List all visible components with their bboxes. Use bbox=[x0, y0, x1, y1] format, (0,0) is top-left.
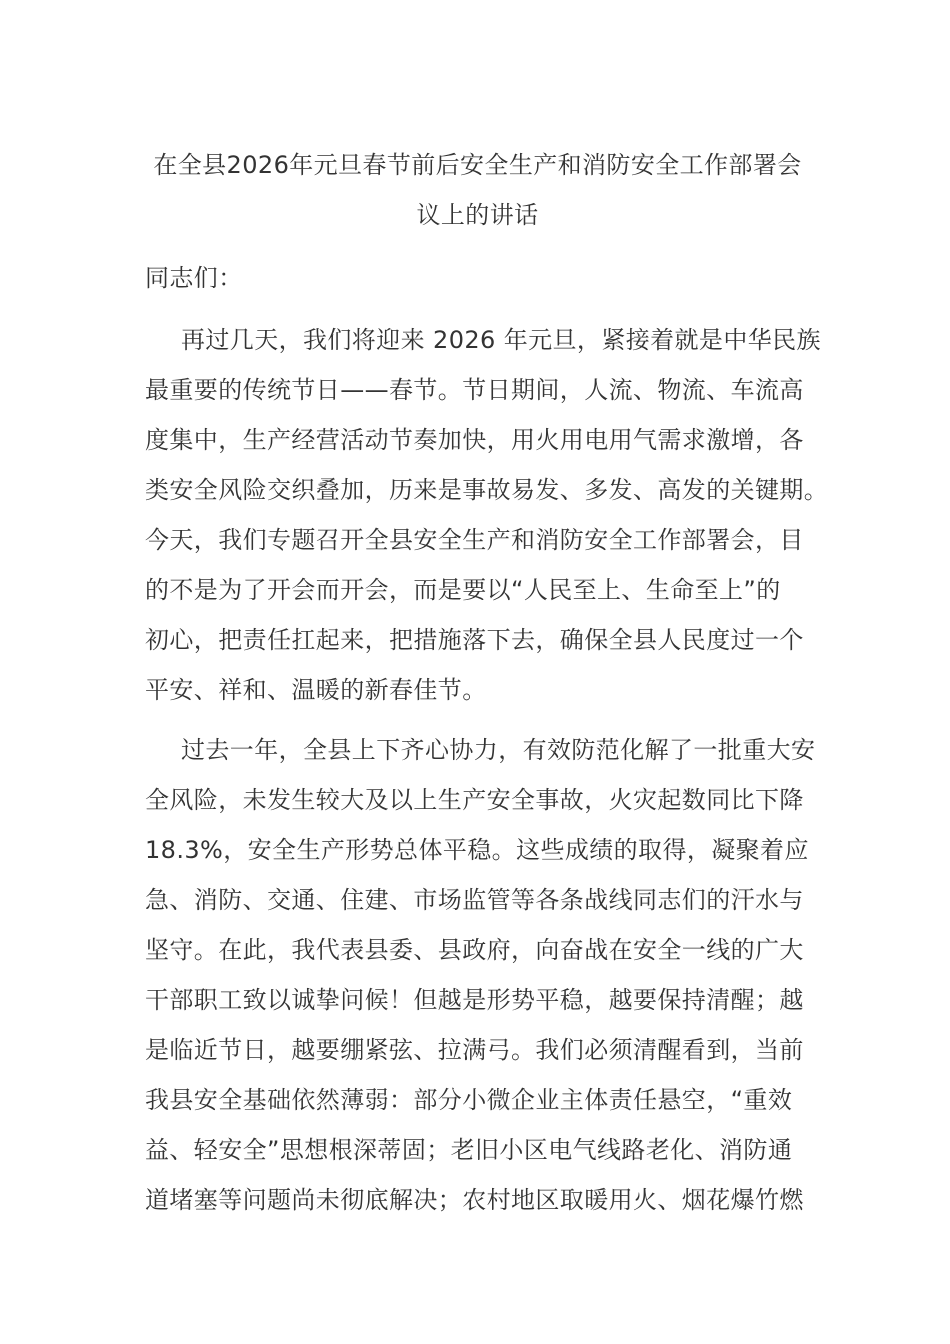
paragraph-line: 益、轻安全”思想根深蒂固；老旧小区电气线路老化、消防通 bbox=[145, 1136, 793, 1164]
greeting-text: 同志们： bbox=[145, 264, 243, 292]
paragraph-line: 全风险，未发生较大及以上生产安全事故，火灾起数同比下降 bbox=[145, 786, 804, 814]
paragraph-line: 干部职工致以诚挚问候！但越是形势平稳，越要保持清醒；越 bbox=[145, 986, 804, 1014]
paragraph-line: 平安、祥和、温暖的新春佳节。 bbox=[145, 676, 487, 704]
paragraph-line: 最重要的传统节日——春节。节日期间，人流、物流、车流高 bbox=[145, 376, 804, 404]
paragraph-line: 我县安全基础依然薄弱：部分小微企业主体责任悬空，“重效 bbox=[145, 1086, 793, 1114]
title-line: 在全县2026年元旦春节前后安全生产和消防安全工作部署会 bbox=[153, 151, 802, 179]
paragraph-2 bbox=[145, 725, 816, 1225]
paragraph-line: 过去一年，全县上下齐心协力，有效防范化解了一批重大安 bbox=[181, 736, 816, 764]
paragraph-line: 类安全风险交织叠加，历来是事故易发、多发、高发的关键期。 bbox=[145, 476, 829, 504]
paragraph-line: 再过几天，我们将迎来 2026 年元旦，紧接着就是中华民族 bbox=[181, 326, 821, 354]
paragraph-1 bbox=[145, 315, 829, 715]
paragraph-line: 度集中，生产经营活动节奏加快，用火用电用气需求激增，各 bbox=[145, 426, 804, 454]
paragraph-line: 是临近节日，越要绷紧弦、拉满弓。我们必须清醒看到，当前 bbox=[145, 1036, 804, 1064]
title-line: 议上的讲话 bbox=[416, 201, 539, 229]
document-page bbox=[145, 140, 829, 1225]
document-title bbox=[145, 140, 810, 240]
paragraph-line: 道堵塞等问题尚未彻底解决；农村地区取暖用火、烟花爆竹燃 bbox=[145, 1186, 804, 1214]
paragraph-line: 急、消防、交通、住建、市场监管等各条战线同志们的汗水与 bbox=[145, 886, 804, 914]
paragraph-line: 坚守。在此，我代表县委、县政府，向奋战在安全一线的广大 bbox=[145, 936, 804, 964]
paragraph-line: 18.3%，安全生产形势总体平稳。这些成绩的取得，凝聚着应 bbox=[145, 836, 809, 864]
paragraph-line: 的不是为了开会而开会，而是要以“人民至上、生命至上”的 bbox=[145, 576, 781, 604]
paragraph-line: 初心，把责任扛起来，把措施落下去，确保全县人民度过一个 bbox=[145, 626, 804, 654]
greeting bbox=[145, 253, 810, 303]
paragraph-line: 今天，我们专题召开全县安全生产和消防安全工作部署会，目 bbox=[145, 526, 804, 554]
